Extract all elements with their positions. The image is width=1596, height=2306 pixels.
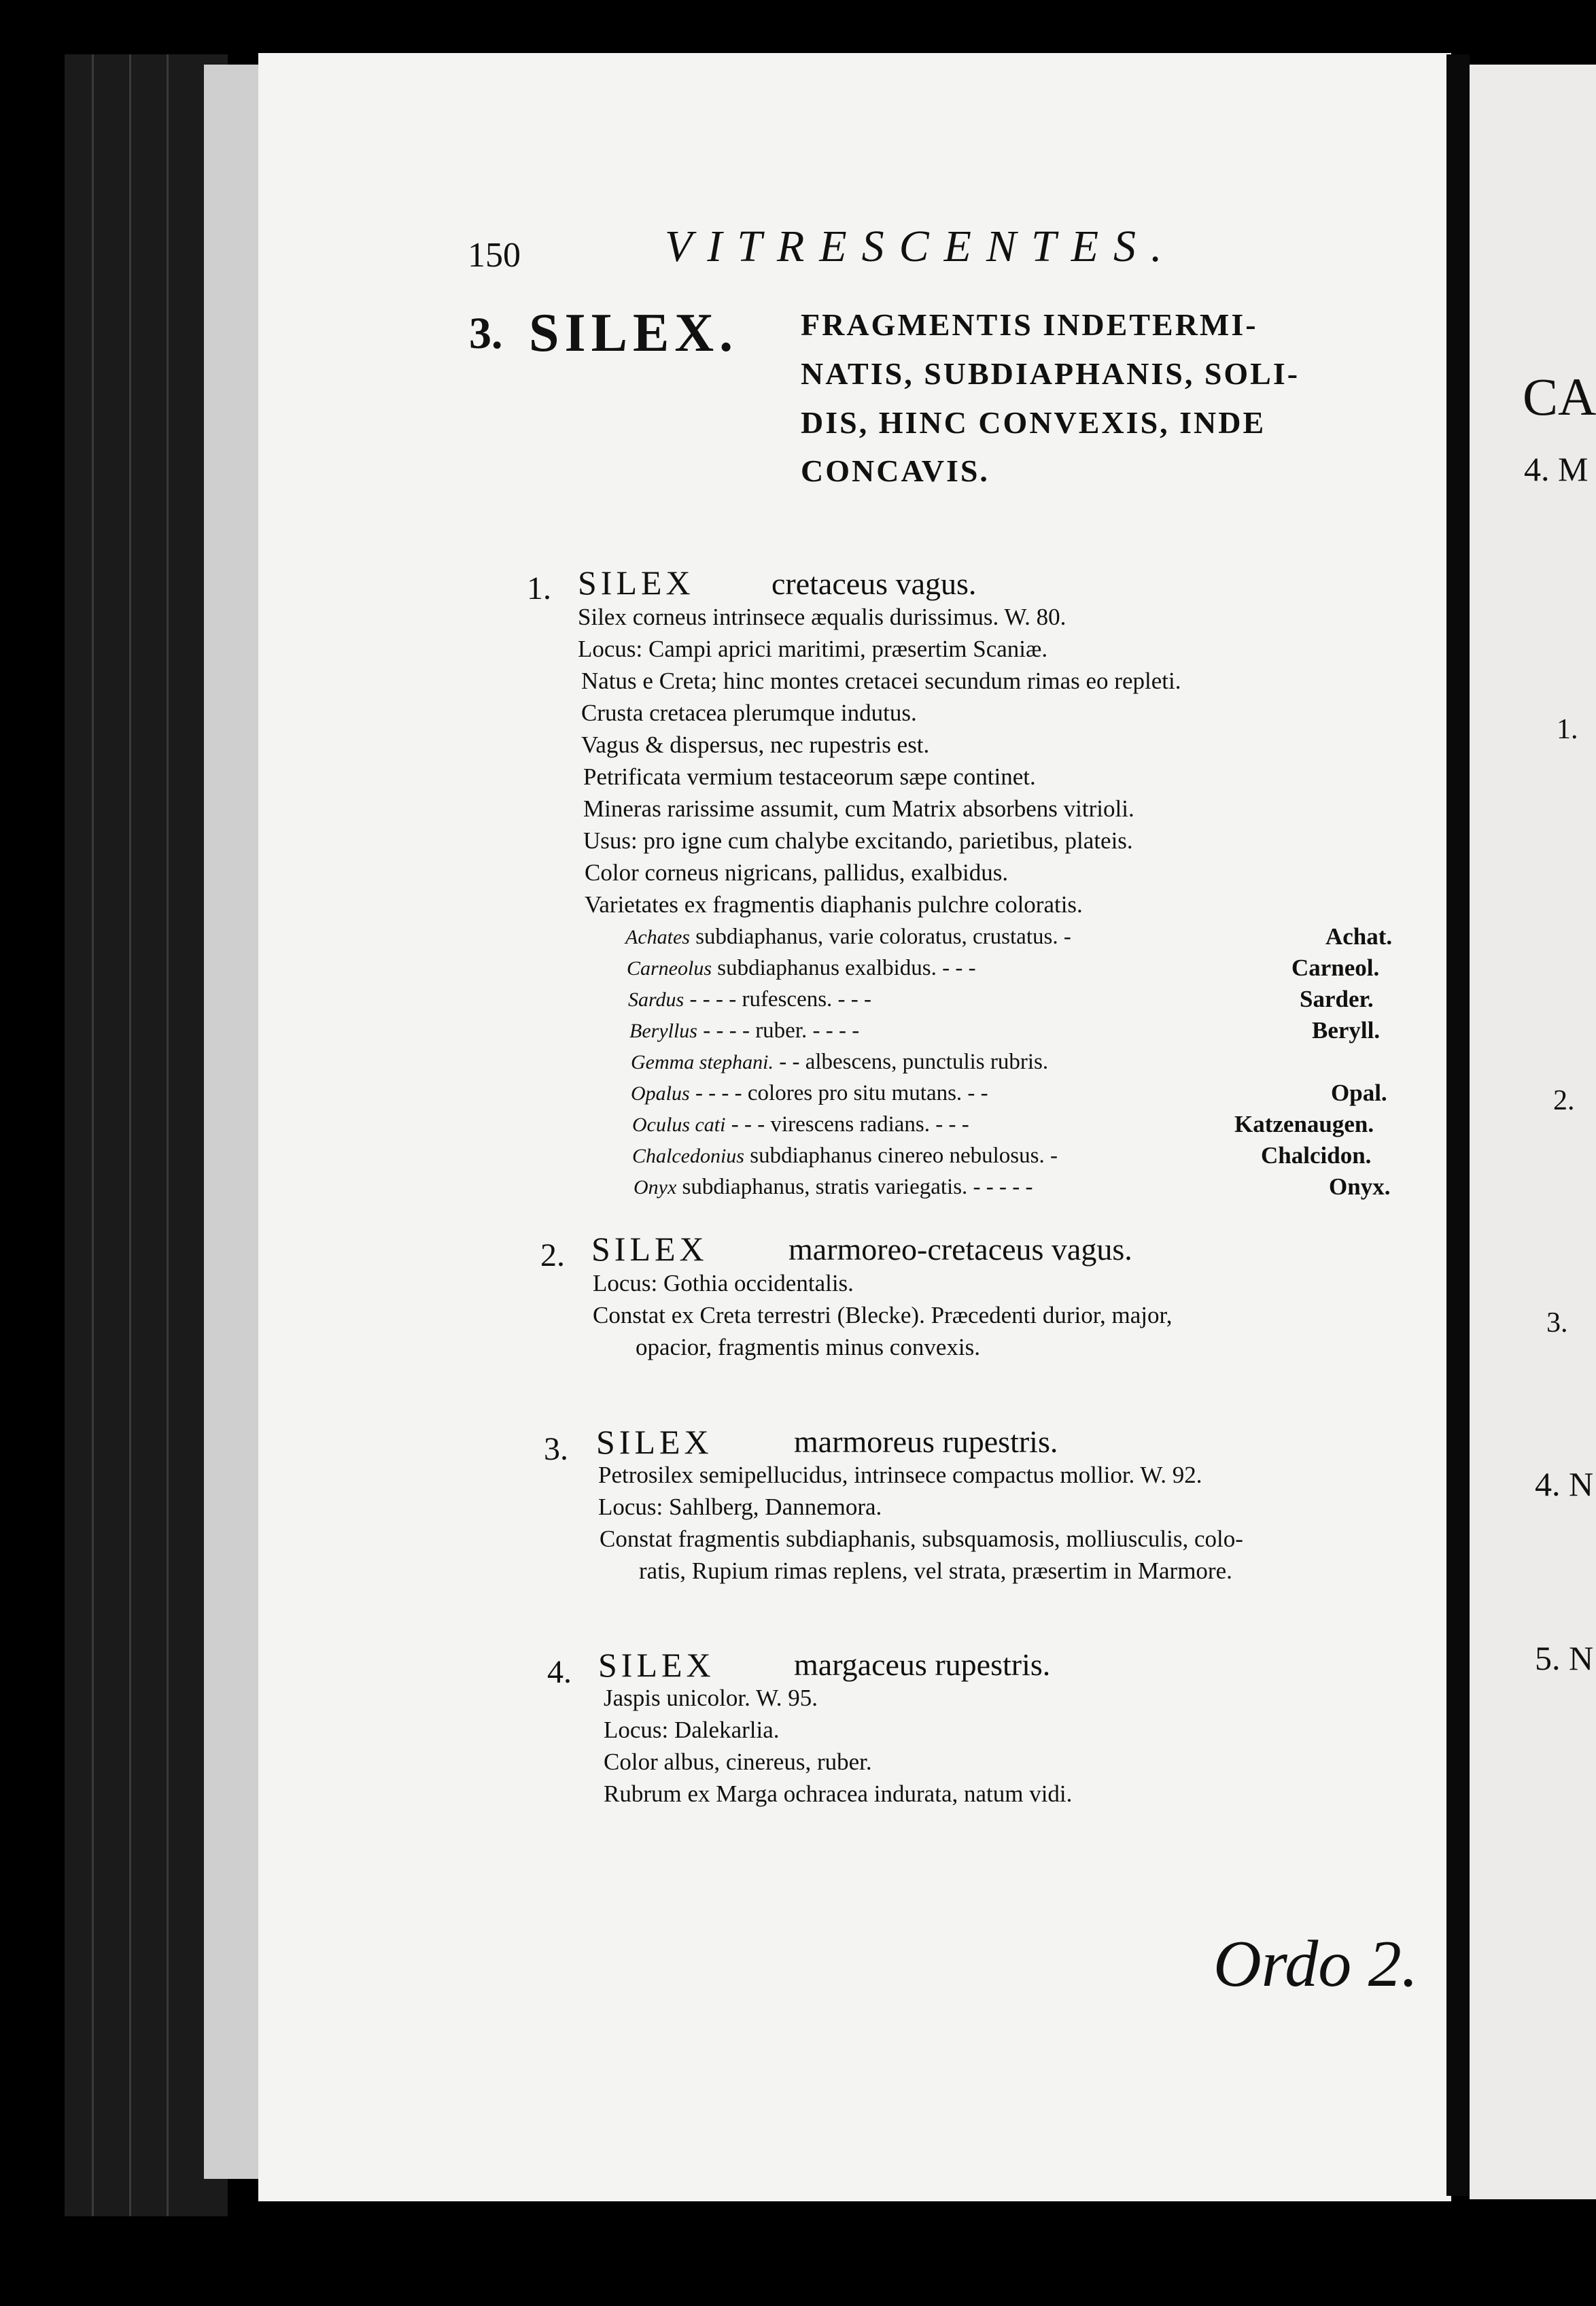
book-spine xyxy=(65,54,228,2216)
catchword: Ordo 2. xyxy=(1213,1927,1419,2001)
species-line: Jaspis unicolor. W. 95. xyxy=(604,1685,818,1711)
variety-desc: subdiaphanus cinereo nebulosus. - xyxy=(750,1143,1058,1168)
facing-page-fragment: 4. N xyxy=(1535,1465,1594,1503)
variety-row xyxy=(629,1020,859,1042)
species-line: Varietates ex fragmentis diaphanis pulchre coloratis. xyxy=(585,891,1083,918)
page-number: 150 xyxy=(468,236,521,275)
species-number: 4. xyxy=(547,1654,572,1690)
species-line: Locus: Campi aprici maritimi, præsertim Scaniæ. xyxy=(578,636,1048,662)
species-line: Crusta cretacea plerumque indutus. xyxy=(581,700,917,726)
variety-row xyxy=(627,957,976,980)
genus-description-line: FRAGMENTIS INDETERMI- xyxy=(801,307,1258,342)
species-line: Locus: Dalekarlia. xyxy=(604,1717,780,1743)
species-trait: margaceus rupestris. xyxy=(794,1647,1051,1682)
variety-desc: - - - - rufescens. - - - xyxy=(689,987,872,1012)
variety-desc: - - - virescens radians. - - - xyxy=(731,1112,969,1137)
species-line: Color albus, cinereus, ruber. xyxy=(604,1749,872,1775)
species-line: Mineras rarissime assumit, cum Matrix absorbens vitrioli. xyxy=(583,795,1134,822)
species-name: SILEX xyxy=(596,1423,713,1461)
species-line: Rubrum ex Marga ochracea indurata, natum vidi. xyxy=(604,1780,1073,1807)
species-number: 3. xyxy=(544,1431,568,1467)
variety-latin: Onyx xyxy=(634,1176,677,1199)
species-line: Constat ex Creta terrestri (Blecke). Præcedenti durior, major, xyxy=(593,1302,1173,1328)
species-line: Vagus & dispersus, nec rupestris est. xyxy=(581,732,930,758)
variety-desc: subdiaphanus, stratis variegatis. - - - - - xyxy=(682,1175,1033,1199)
facing-page-fragment: 3. xyxy=(1546,1307,1568,1339)
species-name: SILEX xyxy=(591,1230,708,1268)
variety-german: Beryll. xyxy=(1312,1017,1381,1044)
variety-latin: Carneolus xyxy=(627,957,712,980)
variety-row xyxy=(628,988,871,1011)
facing-page-fragment: 2. xyxy=(1553,1085,1575,1116)
facing-page-fragment: 1. xyxy=(1557,714,1578,745)
spine-line xyxy=(167,54,169,2216)
variety-german: Sarder. xyxy=(1300,986,1374,1012)
variety-latin: Beryllus xyxy=(629,1020,697,1042)
variety-latin: Opalus xyxy=(631,1082,690,1105)
variety-row xyxy=(632,1114,969,1136)
genus-number: 3. xyxy=(469,309,503,358)
page-edge xyxy=(204,65,265,2179)
variety-latin: Sardus xyxy=(628,988,684,1011)
variety-desc: - - albescens, punctulis rubris. xyxy=(779,1050,1049,1074)
species-number: 2. xyxy=(540,1237,565,1273)
species-name: SILEX xyxy=(598,1646,715,1684)
variety-desc: subdiaphanus, varie coloratus, crustatus. - xyxy=(695,925,1071,949)
species-line: Petrosilex semipellucidus, intrinsece compactus mollior. W. 92. xyxy=(598,1462,1202,1488)
species-line: Usus: pro igne cum chalybe excitando, parietibus, plateis. xyxy=(583,827,1133,854)
species-trait: marmoreo-cretaceus vagus. xyxy=(788,1232,1132,1267)
variety-row xyxy=(634,1176,1033,1199)
species-line: opacior, fragmentis minus convexis. xyxy=(636,1334,980,1360)
species-name: SILEX xyxy=(578,564,695,602)
variety-latin: Achates xyxy=(625,926,690,948)
species-trait: cretaceus vagus. xyxy=(771,566,977,601)
genus-description xyxy=(801,300,1399,496)
variety-desc: subdiaphanus exalbidus. - - - xyxy=(717,956,976,980)
species-line: Locus: Sahlberg, Dannemora. xyxy=(598,1494,882,1520)
variety-latin: Gemma stephani. xyxy=(631,1051,774,1073)
species-line: Petrificata vermium testaceorum sæpe continet. xyxy=(583,763,1036,790)
variety-row xyxy=(631,1051,1048,1073)
genus-description-line: CONCAVIS. xyxy=(801,453,990,489)
species-line: Silex corneus intrinsece æqualis durissimus. W. 80. xyxy=(578,604,1066,630)
variety-german: Carneol. xyxy=(1291,954,1380,981)
genus-description-line: DIS, HINC CONVEXIS, INDE xyxy=(801,405,1266,440)
variety-german: Katzenaugen. xyxy=(1234,1111,1374,1137)
species-trait: marmoreus rupestris. xyxy=(794,1424,1058,1459)
variety-german: Achat. xyxy=(1325,923,1393,950)
genus-description-line: NATIS, SUBDIAPHANIS, SOLI- xyxy=(801,356,1300,391)
running-head: VITRESCENTES. xyxy=(665,222,1177,271)
species-line: Constat fragmentis subdiaphanis, subsquamosis, molliusculis, colo- xyxy=(600,1526,1243,1552)
species-number: 1. xyxy=(527,570,551,606)
facing-page-fragment: 5. N xyxy=(1535,1639,1594,1677)
variety-row xyxy=(632,1145,1058,1167)
spine-line xyxy=(129,54,131,2216)
facing-page-fragment: CA xyxy=(1523,367,1596,426)
variety-row xyxy=(631,1082,988,1105)
facing-page-fragment: 4. M xyxy=(1524,450,1589,488)
variety-latin: Oculus cati xyxy=(632,1114,726,1136)
variety-german: Onyx. xyxy=(1329,1173,1391,1200)
book-gutter xyxy=(1446,54,1470,2196)
species-line: Locus: Gothia occidentalis. xyxy=(593,1270,854,1296)
variety-german: Opal. xyxy=(1331,1080,1387,1106)
species-line: Natus e Creta; hinc montes cretacei secundum rimas eo repleti. xyxy=(581,668,1181,694)
spine-line xyxy=(92,54,94,2216)
variety-german: Chalcidon. xyxy=(1261,1142,1372,1169)
variety-desc: - - - - ruber. - - - - xyxy=(703,1018,860,1043)
genus-name: SILEX. xyxy=(529,303,739,363)
variety-latin: Chalcedonius xyxy=(632,1145,744,1167)
variety-row xyxy=(625,926,1071,948)
species-line: ratis, Rupium rimas replens, vel strata, præsertim in Marmore. xyxy=(639,1558,1232,1584)
variety-desc: - - - - colores pro situ mutans. - - xyxy=(695,1081,988,1105)
species-line: Color corneus nigricans, pallidus, exalbidus. xyxy=(585,859,1009,886)
